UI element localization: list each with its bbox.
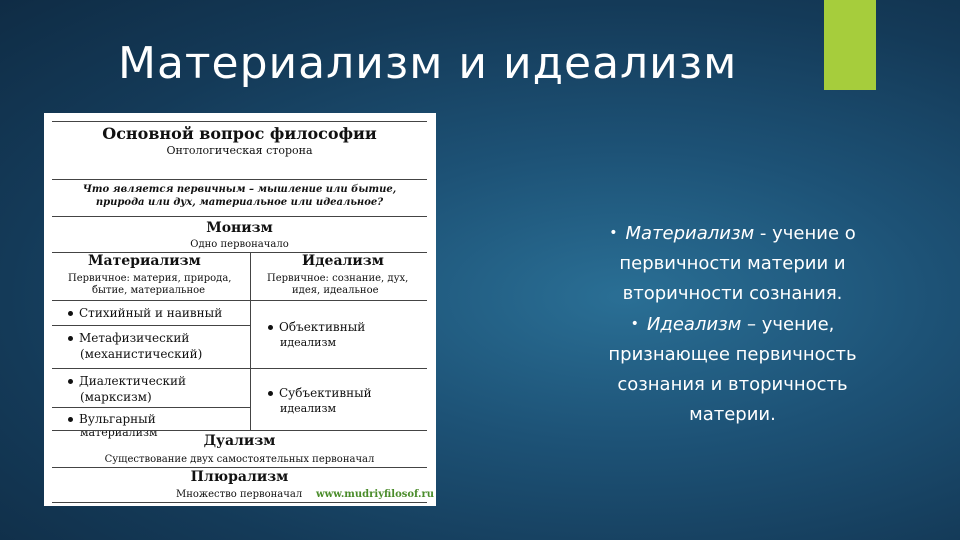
list-item-continuation: идеализм (280, 336, 337, 349)
bullet-idealism-line: материи. (689, 404, 776, 425)
table-subheading: Онтологическая сторона (166, 144, 313, 157)
list-item: Стихийный и наивный (68, 306, 222, 320)
philosophy-table (52, 121, 435, 503)
divider (52, 430, 427, 431)
bullet-materialism-line: первичности материи и (619, 253, 846, 274)
bullet-icon: • (609, 225, 618, 241)
list-item-continuation: идеализм (280, 402, 337, 415)
divider (52, 325, 250, 326)
divider (52, 300, 427, 301)
philosophy-table-image (44, 113, 436, 506)
pluralism-label: Плюрализм (190, 469, 289, 485)
list-item: Метафизический (68, 331, 189, 345)
slide-title: Материализм и идеализм (118, 38, 738, 89)
source-url: www.mudriyfilosof.ru (316, 489, 435, 500)
bullet-icon (268, 391, 273, 396)
materialism-desc-2: бытие, материальное (92, 285, 206, 296)
divider (52, 467, 427, 468)
bullet-icon (68, 336, 73, 341)
idealism-desc-2: идея, идеальное (292, 285, 379, 296)
list-item-continuation: материализм (80, 426, 158, 439)
divider (52, 368, 427, 369)
bullet-icon (68, 311, 73, 316)
bullet-icon: • (630, 316, 639, 332)
list-item-continuation: (механистический) (80, 347, 203, 361)
bullet-idealism: • Идеализм – учение, (630, 314, 835, 335)
monism-sublabel: Одно первоначало (190, 239, 289, 250)
list-item: Диалектический (68, 374, 186, 388)
bullet-idealism-line: сознания и вторичность (617, 374, 848, 395)
pluralism-sublabel: Множество первоначал (176, 489, 303, 500)
dualism-label: Дуализм (203, 433, 276, 449)
divider (52, 407, 250, 408)
bullet-materialism-line: вторичности сознания. (622, 283, 843, 304)
table-heading: Основной вопрос философии (102, 124, 377, 143)
bullet-materialism: • Материализм - учение о (609, 223, 856, 244)
dualism-sublabel: Существование двух самостоятельных первоначал (104, 454, 375, 465)
question-line-1: Что является первичным – мышление или бытие, (82, 184, 397, 195)
monism-label: Монизм (206, 220, 273, 236)
bullet-icon (268, 325, 273, 330)
bullet-icon (68, 379, 73, 384)
idealism-desc-1: Первичное: сознание, дух, (267, 273, 409, 284)
question-line-2: природа или дух, материальное или идеальное? (95, 197, 384, 208)
accent-bar (824, 0, 876, 90)
divider (52, 216, 427, 217)
bullet-icon (68, 417, 73, 422)
list-item-continuation: (марксизм) (80, 390, 152, 404)
list-item: Вульгарный (68, 412, 156, 426)
materialism-desc-1: Первичное: материя, природа, (68, 273, 232, 284)
divider (52, 179, 427, 180)
bullet-idealism-line: признающее первичность (608, 344, 857, 365)
column-divider (250, 252, 251, 430)
idealism-label: Идеализм (302, 253, 384, 269)
list-item: Объективный (268, 320, 365, 334)
definitions-text (555, 218, 910, 430)
materialism-label: Материализм (88, 253, 201, 269)
list-item: Субъективный (268, 386, 372, 400)
